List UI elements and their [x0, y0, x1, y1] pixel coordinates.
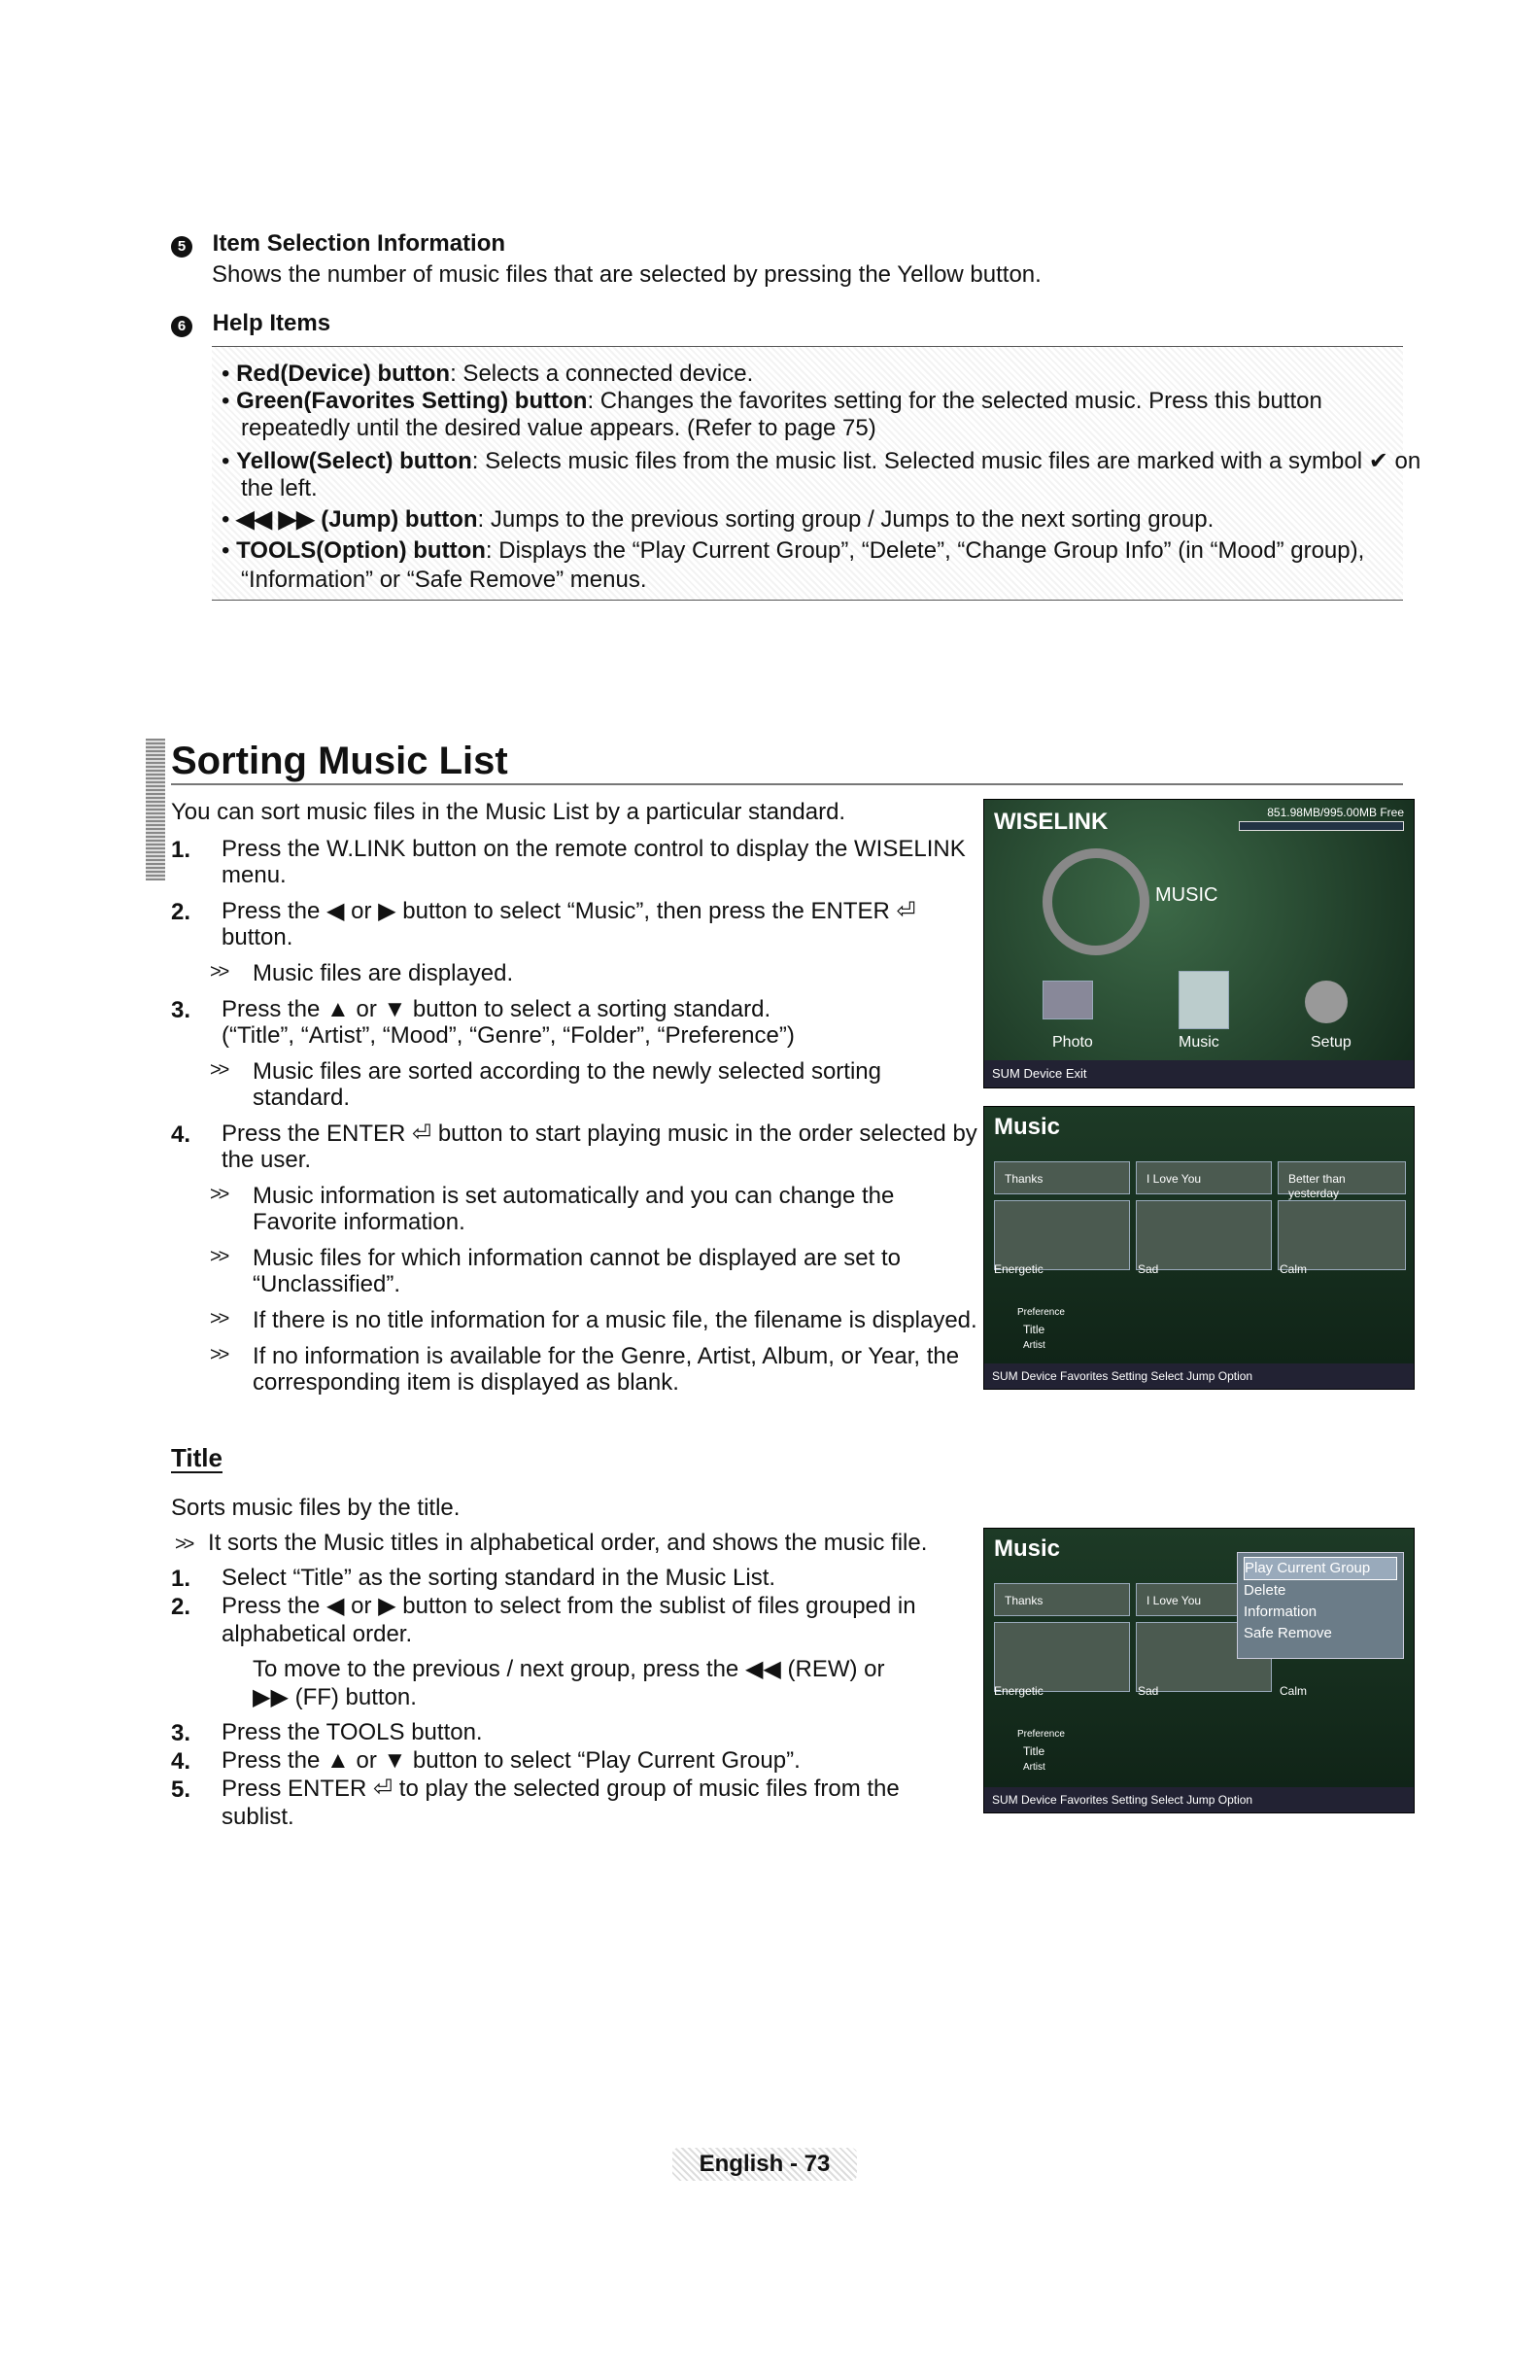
step-number: 1.: [171, 837, 191, 863]
tools-safe-remove[interactable]: Safe Remove: [1244, 1625, 1332, 1641]
tools-information[interactable]: Information: [1244, 1604, 1318, 1620]
help-line: [241, 415, 876, 442]
step-text: Music files are sorted according to the newly selected sorting: [253, 1058, 881, 1085]
step-number: 4.: [171, 1748, 191, 1775]
step-text: Press the ▲ or ▼ button to select “Play Current Group”.: [222, 1747, 801, 1774]
album-card[interactable]: [1278, 1200, 1406, 1270]
sort-title[interactable]: Title: [1023, 1744, 1045, 1758]
title-step: [171, 1776, 900, 1805]
note-arrow-icon: >>: [210, 1059, 227, 1081]
tile-i-love-you[interactable]: I Love You: [1136, 1583, 1272, 1616]
number-badge: 5: [171, 236, 192, 258]
step-text: button.: [222, 924, 293, 950]
note-arrow-icon: >>: [210, 1246, 227, 1267]
step-number: 3.: [171, 997, 191, 1023]
step-text: Press the ◀ or ▶ button to select from the sublist of files grouped in: [222, 1593, 916, 1619]
mood-calm: Calm: [1280, 1262, 1308, 1276]
help-button-name: Green(Favorites Setting) button: [236, 388, 588, 414]
step-text: (“Title”, “Artist”, “Mood”, “Genre”, “Folder”, “Preference”): [222, 1022, 795, 1049]
sort-title[interactable]: Title: [1023, 1323, 1045, 1336]
help-button-name: TOOLS(Option) button: [236, 537, 486, 564]
help-items-heading: [171, 309, 330, 338]
tile-better[interactable]: Better than yesterday: [1278, 1161, 1406, 1194]
help-line-text: : Selects music files from the music list. Selected music files are marked with a symbol ✔ on: [471, 448, 1421, 474]
page-number: English - 73: [672, 2148, 857, 2181]
bullet-icon: •: [222, 506, 237, 533]
step-text: corresponding item is displayed as blank.: [253, 1369, 679, 1396]
tile-thanks[interactable]: Thanks: [994, 1161, 1130, 1194]
album-card[interactable]: [994, 1200, 1130, 1270]
title-heading: Title: [171, 1443, 222, 1472]
number-badge: 6: [171, 316, 192, 337]
title-note: [175, 1530, 927, 1558]
sort-preference[interactable]: Preference: [1017, 1307, 1065, 1318]
headphones-icon: [1043, 848, 1149, 955]
bullet-icon: •: [222, 388, 237, 414]
help-line: [241, 475, 318, 502]
step-text: the user.: [222, 1147, 312, 1173]
menu-music[interactable]: Music: [1179, 1034, 1219, 1051]
tile-thanks[interactable]: Thanks: [994, 1583, 1130, 1616]
help-items-title: Help Items: [212, 310, 331, 336]
wiselink-bottom-bar: SUM Device Exit: [984, 1060, 1414, 1087]
step-text: Press the TOOLS button.: [222, 1719, 483, 1745]
step-text: standard.: [253, 1085, 351, 1111]
note-arrow-icon: >>: [210, 961, 227, 983]
wiselink-title: WISELINK: [994, 809, 1109, 835]
step-text: If there is no title information for a music file, the filename is displayed.: [253, 1307, 977, 1333]
step-text: Press ENTER ⏎ to play the selected group of music files from the: [222, 1776, 900, 1802]
title-note-text: It sorts the Music titles in alphabetical order, and shows the music file.: [208, 1530, 928, 1556]
tile-i-love-you[interactable]: I Love You: [1136, 1161, 1272, 1194]
note-arrow-icon: >>: [175, 1534, 192, 1555]
setup-icon: [1305, 981, 1348, 1023]
menu-photo[interactable]: Photo: [1052, 1034, 1093, 1051]
title-step: [171, 1593, 916, 1622]
step-number: 5.: [171, 1776, 191, 1803]
help-line: [222, 448, 1420, 475]
step-number: 4.: [171, 1121, 191, 1148]
album-card[interactable]: [1136, 1200, 1272, 1270]
step-number: 2.: [171, 899, 191, 925]
help-button-name: ◀◀ ▶▶ (Jump) button: [236, 506, 478, 533]
title-step: [171, 1719, 483, 1748]
help-button-name: Red(Device) button: [236, 361, 451, 387]
item-selection-title: Item Selection Information: [212, 230, 506, 257]
step-number: 1.: [171, 1566, 191, 1592]
help-line-text: : Displays the “Play Current Group”, “Delete”, “Change Group Info” (in “Mood” group),: [485, 537, 1365, 564]
item-selection-heading: [171, 229, 505, 259]
music-bottom-bar: SUM Device Favorites Setting Select Jump Option: [984, 1787, 1414, 1812]
title-step: [171, 1747, 801, 1776]
tools-menu: [1237, 1552, 1404, 1659]
bullet-icon: •: [222, 537, 237, 564]
step-text: Music files for which information cannot be displayed are set to: [253, 1245, 901, 1271]
mood-sad: Sad: [1138, 1684, 1159, 1698]
step-text: “Unclassified”.: [253, 1271, 401, 1297]
section-marker: [146, 739, 165, 880]
item-selection-desc: Shows the number of music files that are selected by pressing the Yellow button.: [212, 261, 1042, 288]
mood-energetic: Energetic: [994, 1684, 1044, 1698]
music-tools-screenshot: [983, 1528, 1415, 1813]
music-label: MUSIC: [1155, 884, 1218, 906]
step-text: sublist.: [222, 1804, 294, 1830]
step-text: Favorite information.: [253, 1209, 465, 1235]
music-icon: [1179, 971, 1229, 1029]
section-title: Sorting Music List: [171, 740, 508, 782]
note-arrow-icon: >>: [210, 1308, 227, 1329]
help-line: [222, 537, 1364, 565]
help-line-text: : Selects a connected device.: [450, 361, 754, 387]
step-text: Music files are displayed.: [253, 960, 514, 986]
music-title: Music: [994, 1114, 1061, 1140]
note-arrow-icon: >>: [210, 1184, 227, 1205]
step-text: Music information is set automatically and you can change the: [253, 1183, 895, 1209]
section-divider: [171, 783, 1403, 785]
step-text: Press the ENTER ⏎ button to start playing music in the order selected by: [222, 1121, 977, 1147]
step-text: ▶▶ (FF) button.: [253, 1684, 417, 1710]
music-list-screenshot: [983, 1106, 1415, 1390]
help-line-text: : Changes the favorites setting for the selected music. Press this button: [587, 388, 1322, 414]
step-text: menu.: [222, 862, 287, 888]
storage-bar: [1239, 821, 1404, 831]
menu-setup[interactable]: Setup: [1311, 1034, 1352, 1051]
storage-label: 851.98MB/995.00MB Free: [1267, 806, 1404, 819]
music-bottom-bar: SUM Device Favorites Setting Select Jump Option: [984, 1363, 1414, 1389]
section-intro: You can sort music files in the Music List by a particular standard.: [171, 799, 846, 825]
help-line: [241, 567, 646, 594]
mood-sad: Sad: [1138, 1262, 1159, 1276]
step-text: alphabetical order.: [222, 1621, 413, 1647]
help-items-box: [212, 346, 1421, 601]
help-button-name: Yellow(Select) button: [236, 448, 472, 474]
note-arrow-icon: >>: [210, 1344, 227, 1365]
bullet-icon: •: [222, 448, 237, 474]
tools-play-current-group[interactable]: Play Current Group: [1244, 1557, 1397, 1580]
help-line: [222, 361, 753, 388]
step-text: Press the ▲ or ▼ button to select a sorting standard.: [222, 996, 771, 1022]
sort-artist[interactable]: Artist: [1023, 1340, 1045, 1351]
sort-preference[interactable]: Preference: [1017, 1729, 1065, 1740]
step-text: To move to the previous / next group, press the ◀◀ (REW) or: [253, 1656, 885, 1682]
bullet-icon: •: [222, 361, 237, 387]
step-text: Press the W.LINK button on the remote control to display the WISELINK: [222, 836, 966, 862]
album-card[interactable]: [994, 1622, 1130, 1692]
title-step: [171, 1565, 776, 1594]
step-text: Press the ◀ or ▶ button to select “Music”, then press the ENTER ⏎: [222, 898, 916, 924]
help-line: [222, 388, 1322, 415]
step-text: Select “Title” as the sorting standard in the Music List.: [222, 1565, 776, 1591]
help-line-text: : Jumps to the previous sorting group / Jumps to the next sorting group.: [477, 506, 1215, 533]
tools-delete[interactable]: Delete: [1244, 1582, 1286, 1599]
wiselink-screenshot: [983, 799, 1415, 1088]
help-line-text: the left.: [241, 475, 318, 501]
mood-energetic: Energetic: [994, 1262, 1044, 1276]
step-text: If no information is available for the Genre, Artist, Album, or Year, the: [253, 1343, 960, 1369]
photo-icon: [1043, 981, 1093, 1019]
mood-calm: Calm: [1280, 1684, 1308, 1698]
title-desc: Sorts music files by the title.: [171, 1495, 461, 1521]
help-line: [222, 506, 1214, 534]
step-number: 3.: [171, 1720, 191, 1746]
sort-artist[interactable]: Artist: [1023, 1762, 1045, 1773]
step-number: 2.: [171, 1594, 191, 1620]
help-line-text: “Information” or “Safe Remove” menus.: [241, 567, 647, 593]
music-title: Music: [994, 1535, 1061, 1562]
help-line-text: repeatedly until the desired value appears. (Refer to page 75): [241, 415, 876, 441]
